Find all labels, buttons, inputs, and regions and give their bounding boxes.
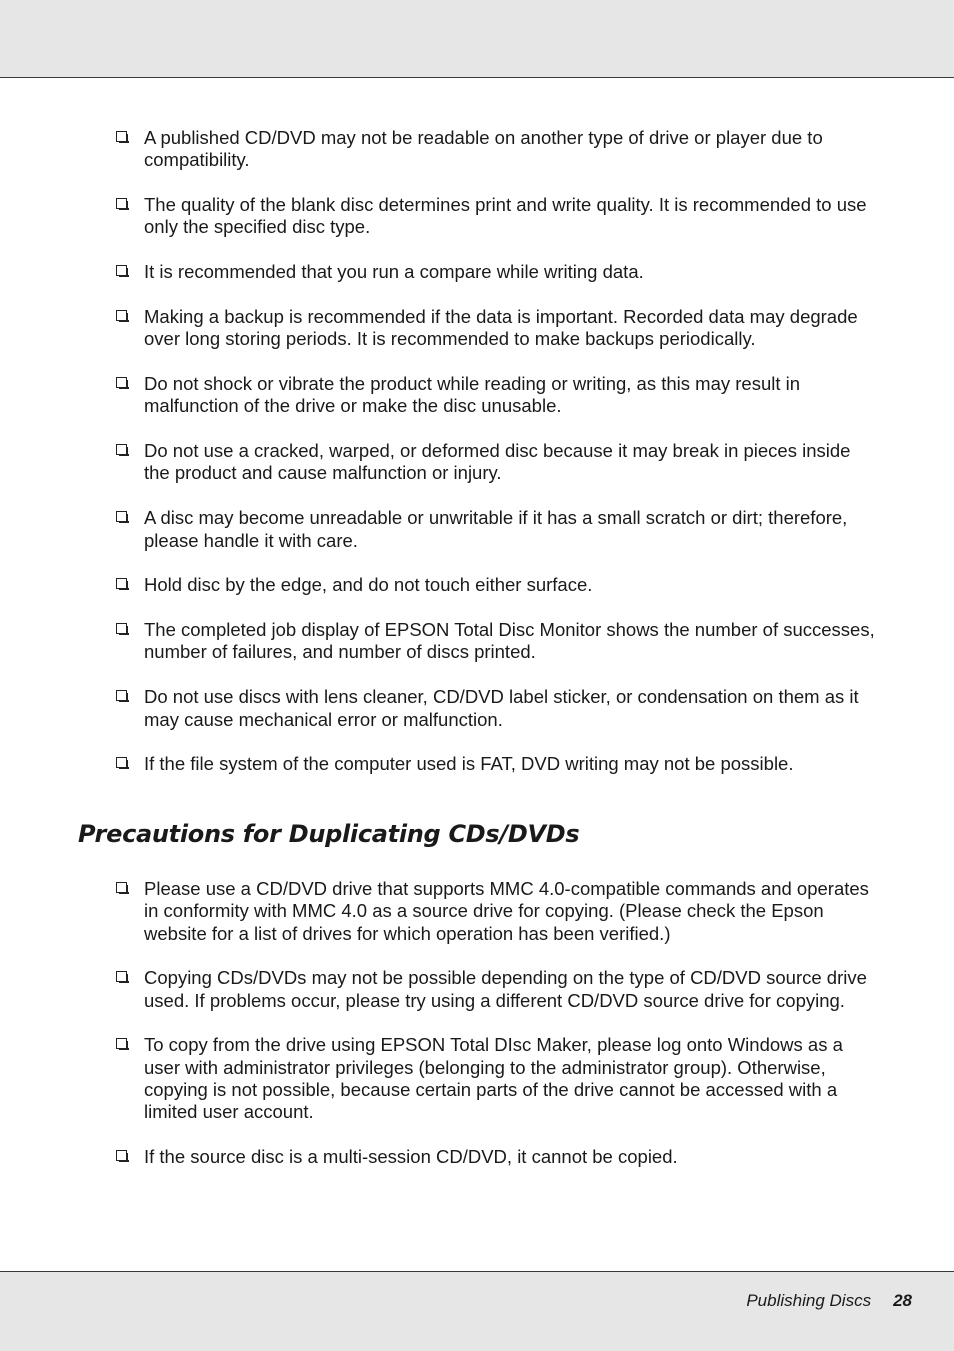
list-item: The completed job display of EPSON Total Disc Monitor shows the number of successes, number of failures, and number of discs printed. — [0, 619, 954, 664]
checkbox-bullet-icon — [116, 310, 127, 321]
checkbox-bullet-icon — [116, 1038, 127, 1049]
checkbox-bullet-icon — [116, 444, 127, 455]
footer-band — [0, 1271, 954, 1351]
checkbox-bullet-icon — [116, 757, 127, 768]
list-item: To copy from the drive using EPSON Total DIsc Maker, please log onto Windows as a user with administrator privileges (belonging to the administrator group). Otherwise, copying is not possible, because certain parts of the drive cannot be accessed with a limited user account. — [0, 1034, 954, 1123]
checkbox-bullet-icon — [116, 198, 127, 209]
page-number: 28 — [893, 1291, 912, 1310]
checkbox-bullet-icon — [116, 882, 127, 893]
list-item: If the file system of the computer used is FAT, DVD writing may not be possible. — [0, 753, 954, 775]
duplicating-precautions-list — [0, 878, 954, 1191]
precautions-list — [0, 127, 954, 798]
list-item: If the source disc is a multi-session CD/DVD, it cannot be copied. — [0, 1146, 954, 1168]
list-item: A disc may become unreadable or unwritable if it has a small scratch or dirt; therefore, please handle it with care. — [0, 507, 954, 552]
list-item: It is recommended that you run a compare while writing data. — [0, 261, 954, 283]
list-item: The quality of the blank disc determines print and write quality. It is recommended to use only the specified disc type. — [0, 194, 954, 239]
list-item: Making a backup is recommended if the data is important. Recorded data may degrade over long storing periods. It is recommended to make backups periodically. — [0, 306, 954, 351]
list-item: Do not use a cracked, warped, or deformed disc because it may break in pieces inside the product and cause malfunction or injury. — [0, 440, 954, 485]
checkbox-bullet-icon — [116, 511, 127, 522]
checkbox-bullet-icon — [116, 1150, 127, 1161]
section-heading: Precautions for Duplicating CDs/DVDs — [78, 820, 580, 848]
list-item: Copying CDs/DVDs may not be possible depending on the type of CD/DVD source drive used. If problems occur, please try using a different CD/DVD source drive for copying. — [0, 967, 954, 1012]
list-item: Please use a CD/DVD drive that supports MMC 4.0-compatible commands and operates in conformity with MMC 4.0 as a source drive for copying. (Please check the Epson website for a list of drives for which operation has been verified.) — [0, 878, 954, 945]
footer — [746, 1291, 912, 1311]
checkbox-bullet-icon — [116, 131, 127, 142]
checkbox-bullet-icon — [116, 690, 127, 701]
checkbox-bullet-icon — [116, 623, 127, 634]
checkbox-bullet-icon — [116, 971, 127, 982]
checkbox-bullet-icon — [116, 377, 127, 388]
list-item: Hold disc by the edge, and do not touch either surface. — [0, 574, 954, 596]
list-item: Do not shock or vibrate the product while reading or writing, as this may result in malfunction of the drive or make the disc unusable. — [0, 373, 954, 418]
header-band — [0, 0, 954, 78]
list-item: Do not use discs with lens cleaner, CD/DVD label sticker, or condensation on them as it may cause mechanical error or malfunction. — [0, 686, 954, 731]
checkbox-bullet-icon — [116, 578, 127, 589]
list-item: A published CD/DVD may not be readable on another type of drive or player due to compatibility. — [0, 127, 954, 172]
footer-section-title: Publishing Discs — [746, 1291, 872, 1310]
checkbox-bullet-icon — [116, 265, 127, 276]
